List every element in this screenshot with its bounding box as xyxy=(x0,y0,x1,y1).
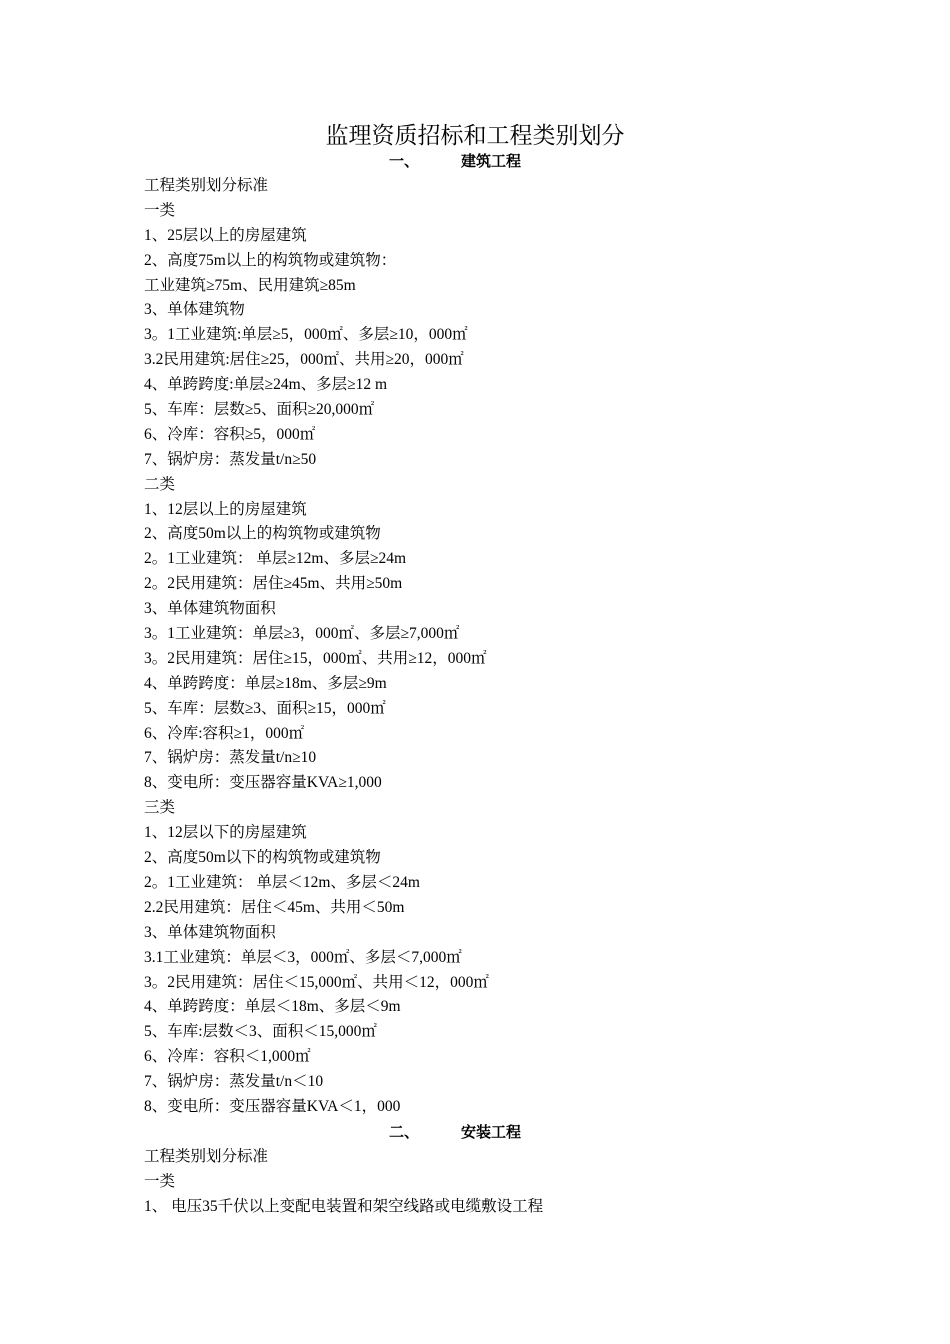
text-line: 2。2民用建筑：居住≥45m、共用≥50m xyxy=(144,575,403,593)
section-heading-installation xyxy=(0,1121,950,1143)
text-line: 二类 xyxy=(144,475,176,493)
text-line: 7、锅炉房：蒸发量t/n≥10 xyxy=(144,749,317,767)
text-line: 1、12层以上的房屋建筑 xyxy=(144,500,307,518)
text-line: 工业建筑≥75m、民用建筑≥85m xyxy=(144,276,356,294)
text-line: 3。1工业建筑:单层≥5，000㎡、多层≥10，000㎡ xyxy=(144,326,468,344)
text-line: 6、冷库：容积≥5，000㎡ xyxy=(144,425,316,443)
text-line: 8、变电所：变压器容量KVA＜1，000 xyxy=(144,1097,401,1115)
text-line: 3。2民用建筑：居住＜15,000㎡、共用＜12，000㎡ xyxy=(144,973,489,991)
text-line: 5、车库：层数≥5、面积≥20,000㎡ xyxy=(144,401,375,419)
text-line: 5、车库:层数＜3、面积＜15,000㎡ xyxy=(144,1023,377,1041)
text-line: 2、高度50m以下的构筑物或建筑物 xyxy=(144,849,381,867)
section-number: 一、 xyxy=(388,152,419,170)
text-line: 1、25层以上的房屋建筑 xyxy=(144,226,307,244)
section-number: 二、 xyxy=(388,1123,419,1141)
text-line: 4、单跨跨度：单层＜18m、多层＜9m xyxy=(144,998,401,1016)
text-line: 2。1工业建筑： 单层≥12m、多层≥24m xyxy=(144,550,407,568)
section-body-building xyxy=(144,174,844,1120)
text-line: 4、单跨跨度：单层≥18m、多层≥9m xyxy=(144,674,387,692)
text-line: 一类 xyxy=(144,201,176,219)
text-line: 7、锅炉房：蒸发量t/n＜10 xyxy=(144,1073,324,1091)
text-line: 2。1工业建筑： 单层＜12m、多层＜24m xyxy=(144,873,420,891)
section-body-installation xyxy=(144,1145,844,1220)
text-line: 6、冷库：容积＜1,000㎡ xyxy=(144,1048,311,1066)
section-heading-building xyxy=(0,150,950,172)
text-line: 一类 xyxy=(144,1172,176,1190)
page-title: 监理资质招标和工程类别划分 xyxy=(325,123,625,148)
text-line: 工程类别划分标准 xyxy=(144,1148,269,1165)
text-line: 3。2民用建筑：居住≥15，000㎡、共用≥12，000㎡ xyxy=(144,649,487,667)
text-line: 三类 xyxy=(144,799,176,817)
section-name: 建筑工程 xyxy=(461,152,522,170)
text-line: 5、车库：层数≥3、面积≥15，000㎡ xyxy=(144,699,386,717)
text-line: 3.1工业建筑：单层＜3，000㎡、多层＜7,000㎡ xyxy=(144,948,462,966)
text-line: 7、锅炉房：蒸发量t/n≥50 xyxy=(144,450,317,468)
text-line: 3、单体建筑物面积 xyxy=(144,600,276,618)
text-line: 1、12层以下的房屋建筑 xyxy=(144,824,307,842)
text-line: 工程类别划分标准 xyxy=(144,177,269,194)
text-line: 6、冷库:容积≥1，000㎡ xyxy=(144,724,305,742)
text-line: 3.2民用建筑:居住≥25，000㎡、共用≥20，000㎡ xyxy=(144,351,464,369)
text-line: 2、高度75m以上的构筑物或建筑物： xyxy=(144,251,397,269)
text-line: 2.2民用建筑：居住＜45m、共用＜50m xyxy=(144,898,405,916)
section-name: 安装工程 xyxy=(461,1123,522,1141)
text-line: 2、高度50m以上的构筑物或建筑物 xyxy=(144,525,381,543)
text-line: 1、 电压35千伏以上变配电装置和架空线路或电缆敷设工程 xyxy=(144,1197,544,1215)
text-line: 3、单体建筑物面积 xyxy=(144,923,276,941)
text-line: 4、单跨跨度:单层≥24m、多层≥12 m xyxy=(144,376,388,394)
text-line: 3。1工业建筑：单层≥3，000㎡、多层≥7,000㎡ xyxy=(144,625,460,643)
text-line: 8、变电所：变压器容量KVA≥1,000 xyxy=(144,774,382,792)
text-line: 3、单体建筑物 xyxy=(144,301,245,319)
